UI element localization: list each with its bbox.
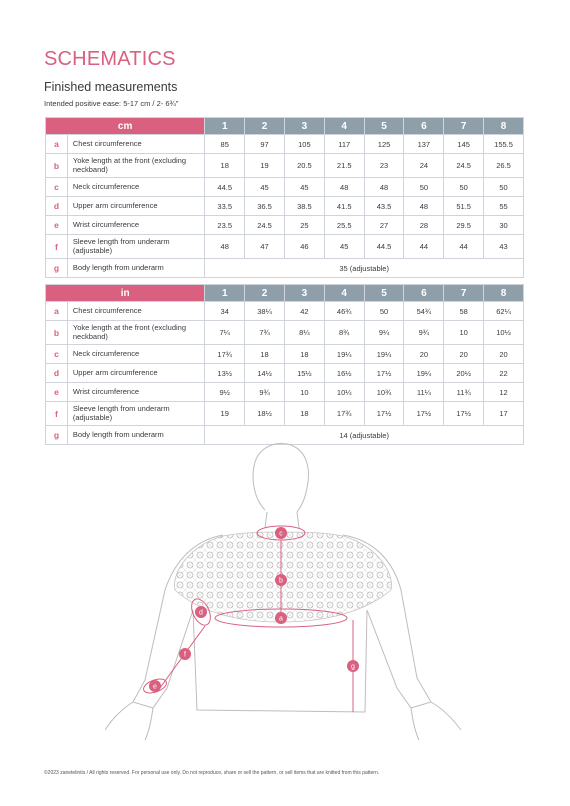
measurement-value: 9¾ [404, 321, 444, 345]
measurement-value: 18 [245, 345, 285, 364]
measurement-value: 48 [205, 235, 245, 259]
size-header: 6 [404, 285, 444, 302]
measurement-value: 34 [205, 302, 245, 321]
table-row [46, 197, 524, 216]
measurement-letter: b [46, 154, 68, 178]
table-row [46, 154, 524, 178]
measurement-letter: f [46, 235, 68, 259]
measurement-value: 20 [444, 345, 484, 364]
measurement-value: 23 [364, 154, 404, 178]
measurement-value: 117 [324, 135, 364, 154]
measurement-value: 20.5 [284, 154, 324, 178]
measurement-label: Neck circumference [67, 345, 204, 364]
measurement-value: 55 [484, 197, 524, 216]
table-row [46, 235, 524, 259]
measurement-value: 26.5 [484, 154, 524, 178]
measurement-value: 48 [324, 178, 364, 197]
size-header: 3 [284, 118, 324, 135]
measurement-value: 19¼ [324, 345, 364, 364]
measurement-value: 27 [364, 216, 404, 235]
measurement-label: Yoke length at the front (excluding neckband) [67, 154, 204, 178]
measurement-value: 22 [484, 364, 524, 383]
measurement-value: 10 [284, 383, 324, 402]
measurement-label: Chest circumference [67, 135, 204, 154]
marker-f [179, 648, 191, 660]
measurement-value: 145 [444, 135, 484, 154]
table-row [46, 321, 524, 345]
measurement-value: 10 [444, 321, 484, 345]
size-header: 4 [324, 285, 364, 302]
head-outline [253, 443, 308, 512]
sweater-schematic [105, 440, 467, 760]
measurement-value: 51.5 [444, 197, 484, 216]
measurement-value: 45 [324, 235, 364, 259]
measurement-value: 7¾ [245, 321, 285, 345]
measurement-value: 10¼ [324, 383, 364, 402]
measurement-letter: e [46, 383, 68, 402]
measurement-value: 85 [205, 135, 245, 154]
marker-b [275, 574, 287, 586]
measurement-value: 25.5 [324, 216, 364, 235]
measurement-letter: e [46, 216, 68, 235]
measurement-value: 48 [404, 197, 444, 216]
measurement-value: 24.5 [245, 216, 285, 235]
measurement-label: Body length from underarm [67, 259, 204, 278]
measurement-value: 137 [404, 135, 444, 154]
measurement-value: 13½ [205, 364, 245, 383]
section-subtitle: Finished measurements [44, 80, 178, 94]
marker-letter: g [351, 663, 355, 671]
table-row [46, 259, 524, 278]
measurement-value: 46¾ [324, 302, 364, 321]
measurement-letter: f [46, 402, 68, 426]
measurement-letter: g [46, 259, 68, 278]
measurement-letter: b [46, 321, 68, 345]
marker-letter: f [184, 651, 186, 659]
measurement-label: Wrist circumference [67, 216, 204, 235]
measurement-label: Sleeve length from underarm (adjustable) [67, 402, 204, 426]
measurement-value: 16½ [324, 364, 364, 383]
measurement-value: 38¼ [245, 302, 285, 321]
marker-g [347, 660, 359, 672]
unit-header: cm [46, 118, 205, 135]
ease-note: Intended positive ease: 5-17 cm / 2- 6¾" [44, 99, 179, 108]
size-header: 8 [484, 118, 524, 135]
measurement-label: Body length from underarm [67, 426, 204, 445]
measurement-value: 58 [444, 302, 484, 321]
measurement-value: 25 [284, 216, 324, 235]
measurement-value: 14½ [245, 364, 285, 383]
measurement-value: 44 [404, 235, 444, 259]
measurement-value: 44.5 [364, 235, 404, 259]
table-row [46, 302, 524, 321]
measurement-value: 54¾ [404, 302, 444, 321]
size-header: 5 [364, 118, 404, 135]
size-header: 2 [245, 285, 285, 302]
left-hand-outline [105, 702, 153, 740]
measurement-value: 36.5 [245, 197, 285, 216]
size-header: 7 [444, 285, 484, 302]
measurement-value: 45 [284, 178, 324, 197]
measurement-value: 9½ [205, 383, 245, 402]
measurement-value: 19¼ [364, 345, 404, 364]
measurement-label: Chest circumference [67, 302, 204, 321]
measurement-label: Upper arm circumference [67, 197, 204, 216]
sleeve-length-guide [157, 626, 205, 692]
marker-letter: a [279, 615, 283, 623]
marker-letter: b [279, 577, 283, 585]
measurement-value: 8¼ [284, 321, 324, 345]
measurement-value: 44 [444, 235, 484, 259]
table-row [46, 345, 524, 364]
unit-header: in [46, 285, 205, 302]
measurement-letter: g [46, 426, 68, 445]
measurement-value: 62¼ [484, 302, 524, 321]
measurement-value: 7¼ [205, 321, 245, 345]
measurement-value: 50 [364, 302, 404, 321]
marker-letter: e [153, 683, 157, 691]
measurement-value: 43 [484, 235, 524, 259]
marker-letter: d [199, 609, 203, 617]
table-row [46, 178, 524, 197]
table-header-row [46, 285, 524, 302]
measurement-value: 20 [484, 345, 524, 364]
measurement-value: 9¾ [245, 383, 285, 402]
measurement-value: 19¼ [404, 364, 444, 383]
measurement-label: Yoke length at the front (excluding neckband) [67, 321, 204, 345]
measurement-value: 105 [284, 135, 324, 154]
measurement-value: 50 [444, 178, 484, 197]
measurement-value: 47 [245, 235, 285, 259]
measurement-value: 18 [205, 154, 245, 178]
table-header-row [46, 118, 524, 135]
measurement-value: 50 [404, 178, 444, 197]
measurement-label: Upper arm circumference [67, 364, 204, 383]
measurement-value: 17½ [444, 402, 484, 426]
size-header: 7 [444, 118, 484, 135]
measurement-value: 17½ [404, 402, 444, 426]
measurement-value: 9¼ [364, 321, 404, 345]
measurement-value: 24 [404, 154, 444, 178]
measurement-value: 8¾ [324, 321, 364, 345]
measurement-value: 46 [284, 235, 324, 259]
measurement-value: 48 [364, 178, 404, 197]
measurement-value: 33.5 [205, 197, 245, 216]
measurement-value: 10½ [484, 321, 524, 345]
measurement-label: Wrist circumference [67, 383, 204, 402]
measurement-value: 38.5 [284, 197, 324, 216]
measurement-label: Neck circumference [67, 178, 204, 197]
size-header: 1 [205, 285, 245, 302]
table-row [46, 216, 524, 235]
marker-letter: c [279, 530, 283, 538]
measurement-letter: c [46, 345, 68, 364]
merged-value-cell: 35 (adjustable) [205, 259, 524, 278]
copyright-footer: ©2023 zanetelinits / All rights reserved. For personal use only. Do not reproduce, share or sell the pattern, or sell items that are knitted from this pattern. [44, 770, 380, 776]
measurement-value: 41.5 [324, 197, 364, 216]
measurement-letter: a [46, 302, 68, 321]
measurement-value: 18½ [245, 402, 285, 426]
merged-value-cell: 14 (adjustable) [205, 426, 524, 445]
size-header: 1 [205, 118, 245, 135]
size-header: 2 [245, 118, 285, 135]
size-header: 3 [284, 285, 324, 302]
measurement-value: 28 [404, 216, 444, 235]
measurement-letter: d [46, 197, 68, 216]
measurement-value: 20½ [444, 364, 484, 383]
measurement-value: 97 [245, 135, 285, 154]
size-header: 8 [484, 285, 524, 302]
measurement-value: 24.5 [444, 154, 484, 178]
measurement-value: 125 [364, 135, 404, 154]
measurement-value: 23.5 [205, 216, 245, 235]
table-row [46, 364, 524, 383]
table-row [46, 383, 524, 402]
measurement-value: 155.5 [484, 135, 524, 154]
table-row [46, 135, 524, 154]
size-header: 4 [324, 118, 364, 135]
measurement-value: 17½ [364, 364, 404, 383]
measurement-label: Sleeve length from underarm (adjustable) [67, 235, 204, 259]
measurement-value: 11¾ [444, 383, 484, 402]
measurement-value: 44.5 [205, 178, 245, 197]
marker-c [275, 527, 287, 539]
page-title: SCHEMATICS [44, 48, 176, 70]
measurement-value: 17¾ [205, 345, 245, 364]
measurement-letter: a [46, 135, 68, 154]
measurement-letter: d [46, 364, 68, 383]
measurement-letter: c [46, 178, 68, 197]
measurement-value: 43.5 [364, 197, 404, 216]
measurement-value: 20 [404, 345, 444, 364]
measurement-value: 21.5 [324, 154, 364, 178]
measurement-value: 18 [284, 345, 324, 364]
measurement-value: 29.5 [444, 216, 484, 235]
size-header: 6 [404, 118, 444, 135]
measurement-value: 18 [284, 402, 324, 426]
measurement-value: 10¾ [364, 383, 404, 402]
measurement-value: 12 [484, 383, 524, 402]
right-hand-outline [411, 702, 461, 740]
measurement-value: 42 [284, 302, 324, 321]
measurement-value: 45 [245, 178, 285, 197]
cm-measurement-table [45, 117, 524, 278]
measurement-value: 17 [484, 402, 524, 426]
measurement-value: 30 [484, 216, 524, 235]
marker-a [275, 612, 287, 624]
marker-e [149, 680, 161, 692]
marker-d [195, 606, 207, 618]
measurement-value: 11¼ [404, 383, 444, 402]
measurement-value: 17½ [364, 402, 404, 426]
table-row [46, 402, 524, 426]
size-header: 5 [364, 285, 404, 302]
measurement-value: 19 [245, 154, 285, 178]
in-measurement-table [45, 284, 524, 445]
measurement-value: 17¾ [324, 402, 364, 426]
measurement-value: 15½ [284, 364, 324, 383]
measurement-value: 50 [484, 178, 524, 197]
measurement-value: 19 [205, 402, 245, 426]
